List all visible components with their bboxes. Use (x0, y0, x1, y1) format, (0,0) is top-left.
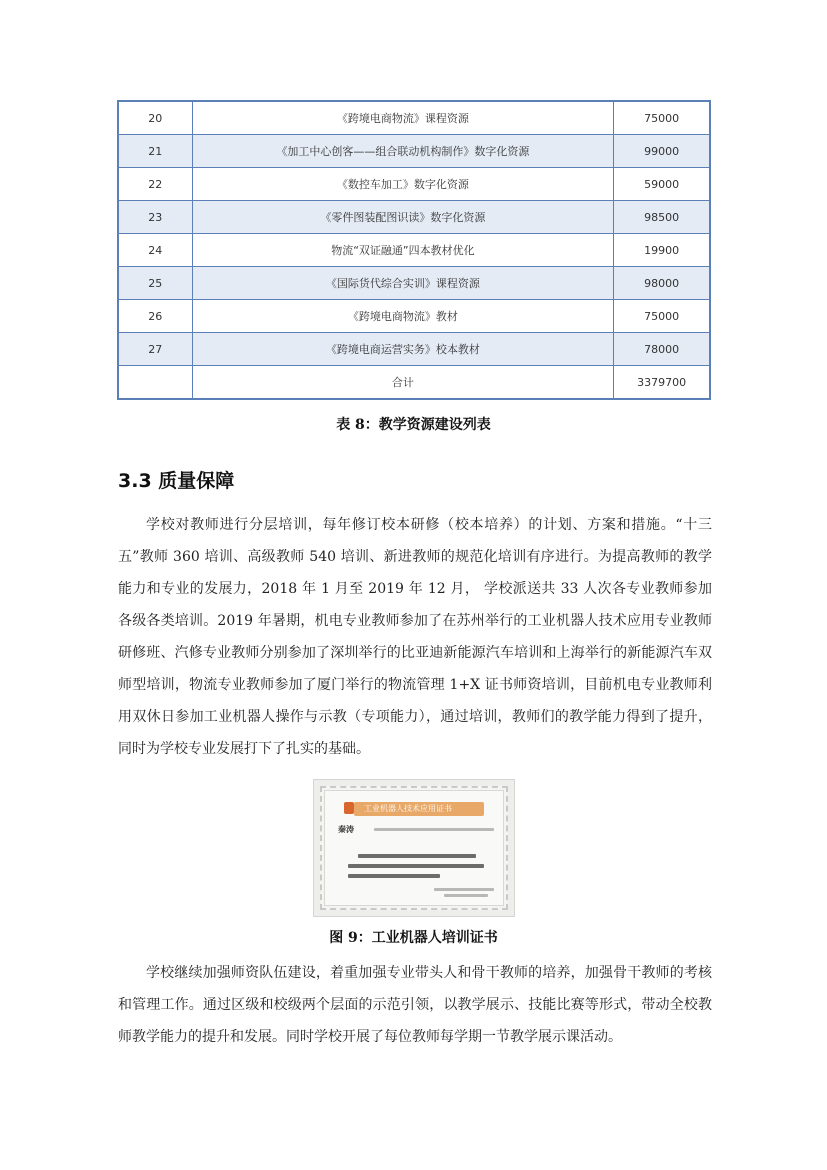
row-amount: 98000 (614, 267, 710, 300)
table-row (118, 333, 710, 366)
total-number-cell (118, 366, 192, 400)
row-name: 《零件图装配图识读》数字化资源 (192, 201, 614, 234)
certificate-date-line (444, 894, 488, 897)
row-amount: 99000 (614, 135, 710, 168)
certificate-title: 工业机器人技术应用证书 (364, 804, 452, 813)
table-row (118, 234, 710, 267)
paragraph-training: 学校对教师进行分层培训，每年修订校本研修（校本培养）的计划、方案和措施。“十三五”教师 360 培训、高级教师 540 培训、新进教师的规范化培训有序进行。为提高教师的教学能力和专业的发展力，2018 年 1 月至 2019 年 12 月， 学校派送共 33 人次各专业教师参加各级各类培训。2019 年暑期，机电专业教师参加了在苏州举行的工业机器人技术应用专业教师研修班、汽修专业教师分别参加了深圳举行的比亚迪新能源汽车培训和上海举行的新能源汽车双师型培训，物流专业教师参加了厦门举行的物流管理 1+X 证书师资培训，目前机电专业教师利用双休日参加工业机器人操作与示教（专项能力），通过培训，教师们的教学能力得到了提升，同时为学校专业发展打下了扎实的基础。 (118, 517, 712, 757)
row-name: 《跨境电商物流》教材 (192, 300, 614, 333)
row-amount: 75000 (614, 101, 710, 135)
figure-caption: 图 9：工业机器人培训证书 (329, 930, 498, 946)
certificate-text-line (358, 854, 476, 858)
row-number: 25 (118, 267, 192, 300)
row-number: 27 (118, 333, 192, 366)
certificate-text-line (348, 874, 440, 878)
row-name: 《跨境电商运营实务》校本教材 (192, 333, 614, 366)
total-amount: 3379700 (614, 366, 710, 400)
table-row (118, 168, 710, 201)
teaching-resources-table (117, 100, 711, 400)
certificate-logo-icon (344, 802, 354, 814)
table-row (118, 101, 710, 135)
section-heading: 3.3 质量保障 (118, 470, 235, 492)
table-row (118, 300, 710, 333)
certificate-image (313, 779, 515, 917)
certificate-issuer-line (434, 888, 494, 891)
row-amount: 19900 (614, 234, 710, 267)
row-amount: 98500 (614, 201, 710, 234)
table-row (118, 267, 710, 300)
row-number: 26 (118, 300, 192, 333)
row-amount: 59000 (614, 168, 710, 201)
certificate-text-line (348, 864, 484, 868)
table-total-row (118, 366, 710, 400)
row-number: 22 (118, 168, 192, 201)
table-caption: 表 8：教学资源建设列表 (336, 417, 491, 433)
paragraph-teacher-development: 学校继续加强师资队伍建设，着重加强专业带头人和骨干教师的培养，加强骨干教师的考核和管理工作。通过区级和校级两个层面的示范引领，以教学展示、技能比赛等形式，带动全校教师教学能力的提升和发展。同时学校开展了每位教师每学期一节教学展示课活动。 (118, 965, 712, 1045)
row-name: 物流“双证融通”四本教材优化 (192, 234, 614, 267)
row-number: 21 (118, 135, 192, 168)
row-name: 《数控车加工》数字化资源 (192, 168, 614, 201)
row-amount: 75000 (614, 300, 710, 333)
table-row (118, 135, 710, 168)
row-name: 《国际货代综合实训》课程资源 (192, 267, 614, 300)
row-name: 《跨境电商物流》课程资源 (192, 101, 614, 135)
row-name: 《加工中心创客——组合联动机构制作》数字化资源 (192, 135, 614, 168)
row-number: 20 (118, 101, 192, 135)
row-amount: 78000 (614, 333, 710, 366)
certificate-text-line (374, 828, 494, 831)
table-row (118, 201, 710, 234)
total-label: 合计 (192, 366, 614, 400)
certificate-holder-name: 秦涛 (338, 825, 354, 834)
row-number: 23 (118, 201, 192, 234)
row-number: 24 (118, 234, 192, 267)
